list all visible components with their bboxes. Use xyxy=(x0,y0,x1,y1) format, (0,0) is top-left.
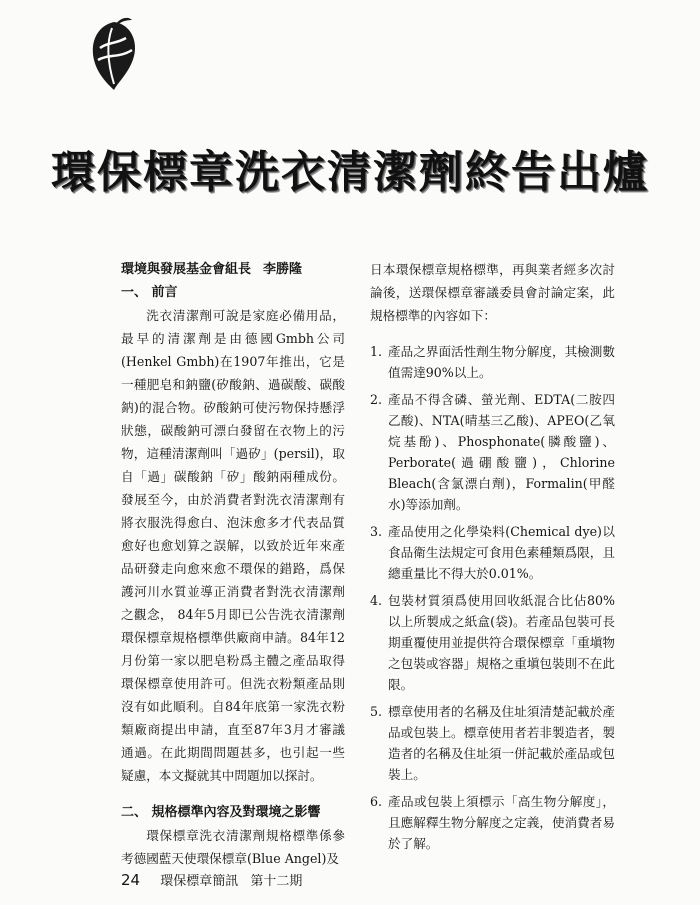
issue-number: 第十二期 xyxy=(250,874,303,889)
list-item xyxy=(370,341,615,383)
page-number: 24 xyxy=(121,871,141,889)
list-item-text: 產品之界面活性劑生物分解度，其檢測數值需達90%以上。 xyxy=(388,344,615,380)
list-item-text: 標章使用者的名稱及住址須清楚記載於產品或包裝上。標章使用者若非製造者，製造者的名稱及住址須一併記載於產品或包裝上。 xyxy=(388,704,615,782)
list-item xyxy=(370,791,615,854)
list-item-number: 2. xyxy=(370,392,383,407)
left-column xyxy=(121,258,345,870)
author-name: 李勝隆 xyxy=(263,262,303,277)
author-line xyxy=(121,258,345,281)
list-item-text: 產品或包裝上須標示「高生物分解度」，且應解釋生物分解度之定義，使消費者易於了解。 xyxy=(388,794,615,851)
right-column xyxy=(370,258,615,860)
section-heading-standards: 二、 規格標準內容及對環境之影響 xyxy=(121,805,321,820)
list-item-text: 產品不得含磷、螢光劑、EDTA(二胺四乙酸)、NTA(晴基三乙酸)、APEO(乙氧烷基酚)、Phosphonate(膦酸鹽)、Perborate(過硼酸鹽)，Chlorine Bleach(含氯漂白劑)，Formalin(甲醛水)等添加劑。 xyxy=(388,392,615,512)
requirements-list xyxy=(370,341,615,854)
page-footer xyxy=(121,870,302,889)
list-item-number: 3. xyxy=(370,524,383,539)
eco-label-logo xyxy=(86,14,142,94)
section-heading-intro: 一、 前言 xyxy=(121,285,178,300)
list-item xyxy=(370,389,615,515)
standards-intro: 日本環保標章規格標準，再與業者經多次討論後，送環保標章審議委員會討論定案，此規格標準的內容如下： xyxy=(370,262,615,323)
publication-name: 環保標章簡訊 xyxy=(160,874,239,889)
section-body-standards: 環保標章洗衣清潔劑規格標準係參考德國藍天使環保標章(Blue Angel)及 xyxy=(121,828,345,866)
list-item-number: 6. xyxy=(370,794,383,809)
author-affiliation: 環境與發展基金會組長 xyxy=(121,262,252,277)
list-item xyxy=(370,521,615,584)
list-item-text: 包裝材質須爲使用回收紙混合比佔80%以上所製成之紙盒(袋)。若產品包裝可長期重覆使用並提供符合環保標章「重塡物之包裝或容器」規格之重塡包裝則不在此限。 xyxy=(388,593,615,692)
list-item xyxy=(370,701,615,785)
list-item-number: 4. xyxy=(370,593,383,608)
list-item-number: 5. xyxy=(370,704,383,719)
section-body-intro: 洗衣清潔劑可說是家庭必備用品，最早的清潔劑是由德國Gmbh公司(Henkel Gmbh)在1907年推出，它是一種肥皂和鈉鹽(矽酸鈉、過碳酸、碳酸鈉)的混合物。矽酸鈉可使污物保持懸浮狀態，碳酸鈉可漂白發留在衣物上的污物，這種清潔劑叫「過矽」(persil)，取自「過」碳酸鈉「矽」酸鈉兩種成份。發展至今，由於消費者對洗衣清潔劑有將衣服洗得愈白、泡沫愈多才代表品質愈好也愈划算之誤解，以致於近年來產品研發走向愈來愈不環保的錯路，爲保護河川水質並導正消費者對洗衣清潔劑之觀念， 84年5月即已公告洗衣清潔劑環保標章規格標準供廠商申請。84年12月份第一家以肥皂粉爲主體之產品取得環保標章使用許可。但洗衣粉類產品則沒有如此順利。自84年底第一家洗衣粉類廠商提出申請，直至87年3月才審議通過。在此期間問題甚多，也引起一些疑慮，本文擬就其中問題加以探討。 xyxy=(121,308,345,783)
page-title: 環保標章洗衣清潔劑終告出爐 xyxy=(51,147,649,198)
list-item xyxy=(370,590,615,695)
list-item-number: 1. xyxy=(370,344,383,359)
list-item-text: 產品使用之化學染料(Chemical dye)以食品衛生法規定可食用色素種類爲限，且總重量比不得大於0.01%。 xyxy=(388,524,615,581)
